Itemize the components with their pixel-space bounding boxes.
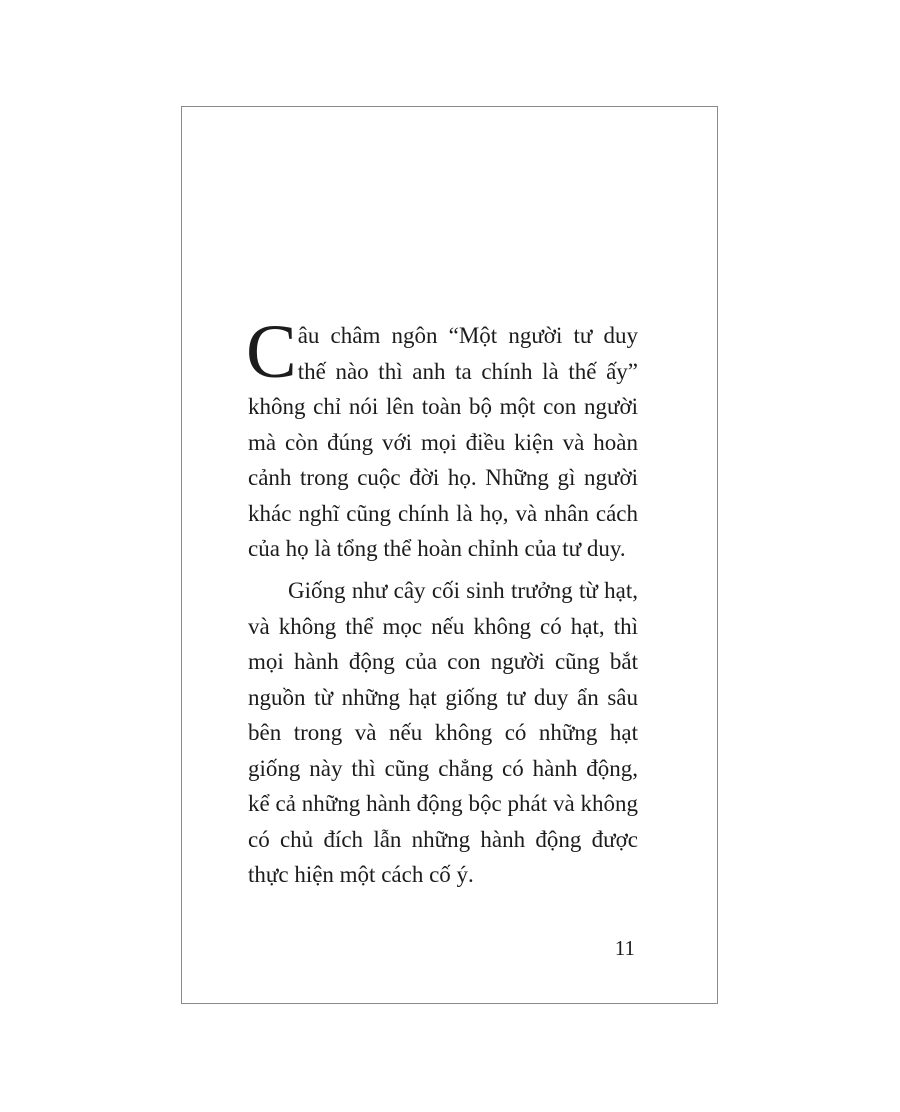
paragraph-2 — [248, 573, 638, 893]
book-page — [181, 106, 718, 1004]
paragraph-1 — [246, 310, 638, 567]
drop-cap: C — [246, 310, 297, 394]
paragraph-1-text: âu châm ngôn “Một người tư duy thế nào thì anh ta chính là thế ấy” không chỉ nói lên toàn bộ một con người mà còn đúng với mọi điều kiện và hoàn cảnh trong cuộc đời họ. Những gì người khác nghĩ cũng chính là họ, và nhân cách của họ là tổng thể hoàn chỉnh của tư duy. — [248, 323, 638, 561]
paragraph-2-text: Giống như cây cối sinh trưởng từ hạt, và không thể mọc nếu không có hạt, thì mọi hành động của con người cũng bắt nguồn từ những hạt giống tư duy ẩn sâu bên trong và nếu không có những hạt giống này thì cũng chẳng có hành động, kể cả những hành động bộc phát và không có chủ đích lẫn những hành động được thực hiện một cách cố ý. — [248, 578, 638, 887]
page-number: 11 — [614, 936, 635, 960]
